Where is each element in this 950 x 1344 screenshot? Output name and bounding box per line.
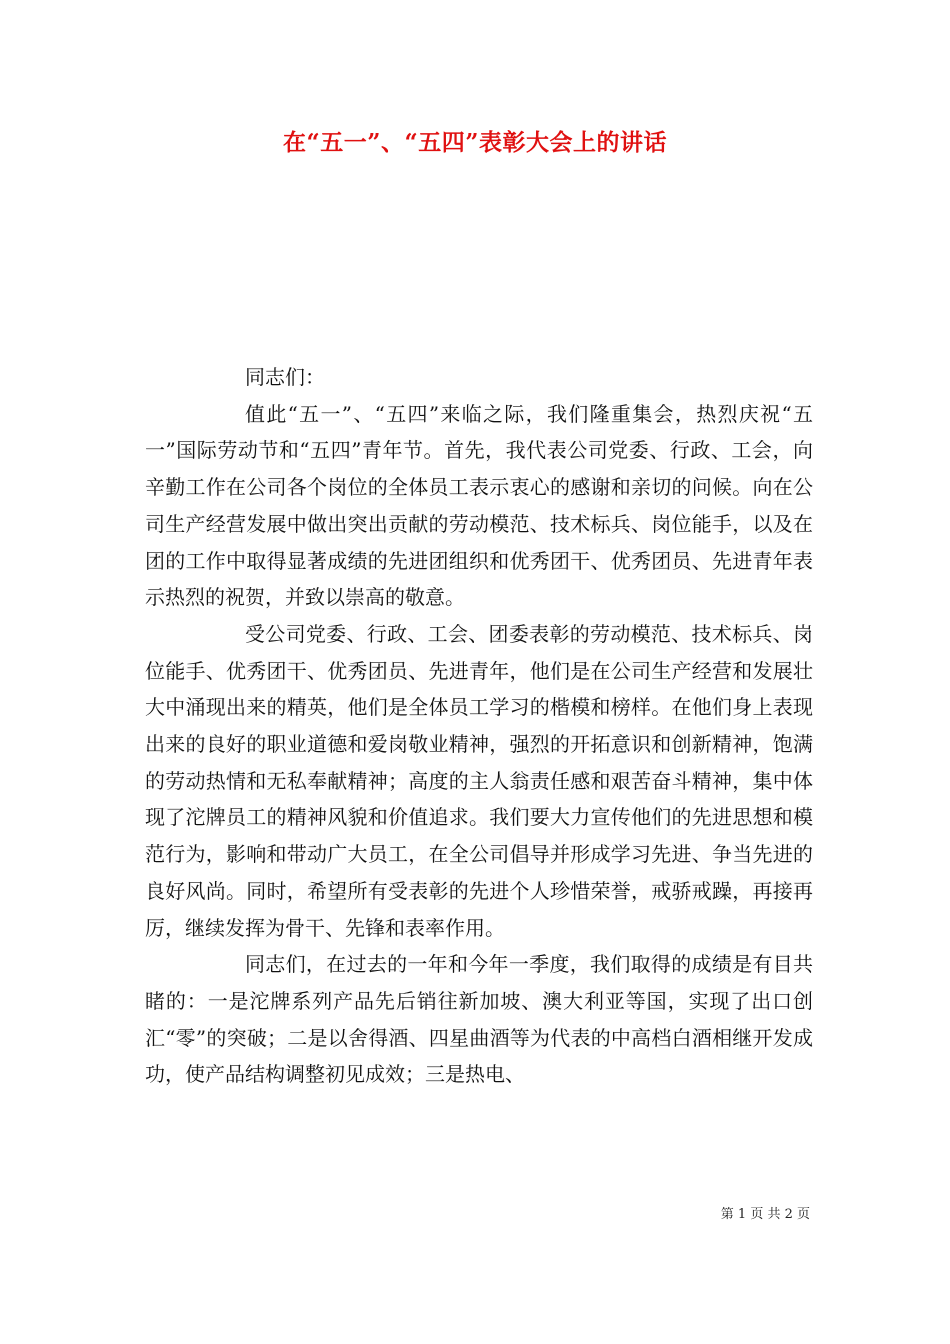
document-body (145, 359, 813, 1093)
page-number: 第 1 页 共 2 页 (720, 1207, 810, 1222)
salutation: 同志们： (245, 365, 325, 389)
paragraph-2: 受公司党委、行政、工会、团委表彰的劳动模范、技术标兵、岗位能手、优秀团干、优秀团员、先进青年，他们是在公司生产经营和发展壮大中涌现出来的精英，他们是全体员工学习的楷模和榜样。在他们身上表现出来的良好的职业道德和爱岗敬业精神，强烈的开拓意识和创新精神，饱满的劳动热情和无私奉献精神；高度的主人翁责任感和艰苦奋斗精神，集中体现了沱牌员工的精神风貌和价值追求。我们要大力宣传他们的先进思想和模范行为，影响和带动广大员工，在全公司倡导并形成学习先进、争当先进的良好风尚。同时，希望所有受表彰的先进个人珍惜荣誉，戒骄戒躁，再接再厉，继续发挥为骨干、先锋和表率作用。 (145, 621, 813, 940)
paragraph-1: 值此“五一”、“五四”来临之际，我们隆重集会，热烈庆祝“五一”国际劳动节和“五四”青年节。首先，我代表公司党委、行政、工会，向辛勤工作在公司各个岗位的全体员工表示衷心的感谢和亲切的问候。向在公司生产经营发展中做出突出贡献的劳动模范、技术标兵、岗位能手，以及在团的工作中取得显著成绩的先进团组织和优秀团干、优秀团员、先进青年表示热烈的祝贺，并致以崇高的敬意。 (145, 401, 813, 610)
document-title: 在“五一”、“五四”表彰大会上的讲话 (283, 129, 667, 156)
paragraph-3: 同志们，在过去的一年和今年一季度，我们取得的成绩是有目共睹的：一是沱牌系列产品先后销往新加坡、澳大利亚等国，实现了出口创汇“零”的突破；二是以舍得酒、四星曲酒等为代表的中高档白酒相继开发成功，使产品结构调整初见成效；三是热电、 (145, 952, 813, 1087)
